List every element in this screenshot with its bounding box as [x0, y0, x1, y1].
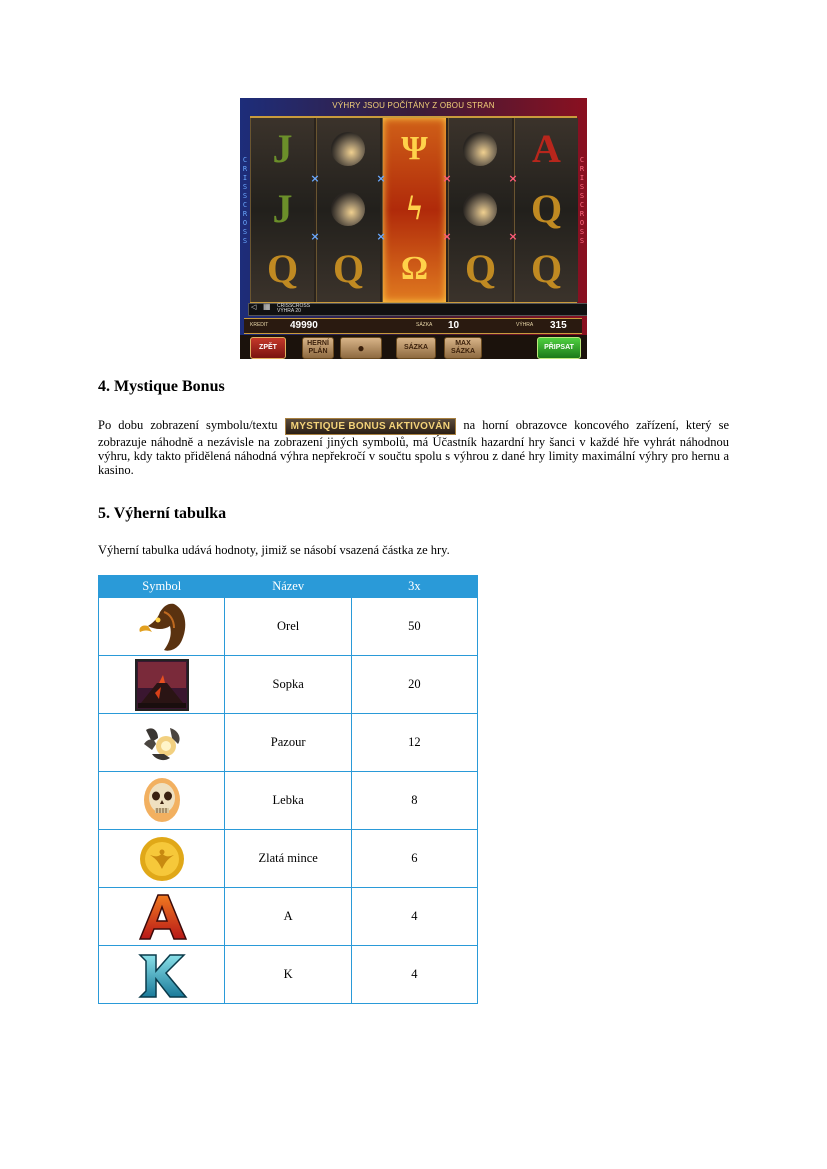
crisscross-marker-icon: ×	[310, 172, 320, 185]
reel-symbol: Q	[464, 246, 497, 291]
slot-button-row	[240, 335, 587, 359]
reel-4	[448, 118, 512, 302]
crisscross-side-right: C R I S S C R O S S	[579, 156, 585, 245]
section-5-heading: 5. Výherní tabulka	[98, 505, 227, 522]
claw-icon	[463, 192, 497, 226]
crisscross-marker-icon: ×	[310, 230, 320, 243]
reel-2	[316, 118, 380, 302]
table-row	[99, 772, 478, 830]
value-cell: 50	[351, 598, 477, 656]
crisscross-marker-icon: ×	[508, 230, 518, 243]
header-symbol: Symbol	[99, 576, 225, 598]
herni-plan-line2: PLÁN	[308, 348, 328, 355]
symbol-cell	[99, 598, 225, 656]
name-cell: K	[225, 946, 351, 1004]
info-line-1: CRISSCROSS	[277, 303, 311, 309]
reel-symbol: Ψ	[401, 130, 428, 167]
table-row	[99, 598, 478, 656]
reel-symbol: J	[272, 126, 293, 171]
value-cell: 6	[351, 830, 477, 888]
name-cell: Pazour	[225, 714, 351, 772]
reel-area	[250, 116, 577, 304]
win-info-bar	[248, 303, 587, 316]
section-4-text-after: na horní obrazovce koncového zařízení, který se zobrazuje náhodně a nezávisle na zobrazení jiných symbolů, má Účastník hazardní hry šanci v každé hře vyhrát náhodnou výhru, kdy takto přidělená náhodná výhra nepřekročí v součtu spolu s výhrou z dané hry limity maximální výhry pro hernu a kasino.	[98, 418, 730, 477]
pripsat-button[interactable]: PŘIPSAT	[537, 337, 581, 359]
reel-5	[514, 118, 578, 302]
claw-icon	[463, 132, 497, 166]
symbol-cell	[99, 946, 225, 1004]
sazka-button[interactable]: SÁZKA	[396, 337, 436, 359]
kredit-label: KREDIT	[250, 322, 269, 328]
info-line-2: VÝHRA 20	[277, 308, 301, 314]
symbol-cell	[99, 714, 225, 772]
zpet-button[interactable]: ZPĚT	[250, 337, 286, 359]
crisscross-marker-icon: ×	[442, 172, 452, 185]
symbol-cell	[99, 830, 225, 888]
max-sazka-line1: MAX	[455, 340, 471, 347]
player-button[interactable]	[340, 337, 382, 359]
kredit-value: 49990	[290, 320, 318, 331]
symbol-cell	[99, 656, 225, 714]
table-row	[99, 888, 478, 946]
section-5-intro: Výherní tabulka udává hodnoty, jimiž se násobí vsazená částka ze hry.	[98, 543, 450, 557]
herni-plan-line1: HERNÍ	[307, 340, 329, 347]
paytable	[98, 575, 478, 1004]
claw-icon	[331, 192, 365, 226]
value-cell: 20	[351, 656, 477, 714]
table-row	[99, 656, 478, 714]
claw-icon	[331, 132, 365, 166]
crisscross-marker-icon: ×	[442, 230, 452, 243]
reel-symbol: J	[272, 186, 293, 231]
symbol-cell	[99, 888, 225, 946]
vyhra-label: VÝHRA	[516, 322, 534, 328]
table-row	[99, 714, 478, 772]
symbol-cell	[99, 772, 225, 830]
reel-symbol: Q	[530, 186, 563, 231]
value-cell: 12	[351, 714, 477, 772]
claw-icon	[138, 720, 186, 766]
vyhra-value: 315	[550, 320, 567, 331]
max-sazka-line2: SÁZKA	[450, 348, 476, 355]
crisscross-marker-icon: ×	[376, 230, 386, 243]
name-cell: A	[225, 888, 351, 946]
slot-banner: VÝHRY JSOU POČÍTÁNY Z OBOU STRAN	[332, 101, 495, 110]
keyboard-icon: ▦	[263, 302, 271, 311]
header-multiplier: 3x	[351, 576, 477, 598]
table-row	[99, 830, 478, 888]
slot-game-screenshot	[240, 98, 587, 359]
crisscross-side-left: C R I S S C R O S S	[242, 156, 248, 245]
reel-1	[250, 118, 314, 302]
sazka-value: 10	[448, 320, 460, 331]
letter-k-icon	[136, 951, 188, 999]
reel-3	[382, 118, 446, 302]
max-sazka-button[interactable]	[444, 337, 482, 359]
eagle-icon	[134, 600, 190, 654]
value-cell: 4	[351, 946, 477, 1004]
section-4-heading: 4. Mystique Bonus	[98, 378, 225, 395]
reel-symbol: Q	[332, 246, 365, 291]
value-cell: 8	[351, 772, 477, 830]
reel-symbol: Q	[530, 246, 563, 291]
letter-a-icon	[136, 893, 188, 941]
gold-coin-icon	[138, 835, 186, 883]
reel-symbol: Q	[266, 246, 299, 291]
name-cell: Sopka	[225, 656, 351, 714]
section-4-text-before: Po dobu zobrazení symbolu/textu	[98, 418, 278, 432]
reel-symbol: A	[532, 126, 561, 171]
herni-plan-button[interactable]	[302, 337, 334, 359]
volcano-icon	[135, 659, 189, 711]
value-cell: 4	[351, 888, 477, 946]
stat-row	[244, 318, 582, 334]
crisscross-marker-icon: ×	[508, 172, 518, 185]
mystique-bonus-badge: MYSTIQUE BONUS AKTIVOVÁN	[285, 418, 457, 435]
speaker-icon[interactable]: ◁	[251, 304, 257, 311]
table-row	[99, 946, 478, 1004]
name-cell: Orel	[225, 598, 351, 656]
section-4-paragraph	[98, 418, 729, 477]
sazka-label: SÁZKA	[416, 322, 433, 328]
reel-symbol: Ω	[400, 250, 429, 287]
crisscross-marker-icon: ×	[376, 172, 386, 185]
player-icon: ●	[357, 341, 365, 355]
phoenix-icon: ϟ	[406, 190, 423, 227]
skull-icon	[140, 776, 184, 826]
name-cell: Lebka	[225, 772, 351, 830]
paytable-header-row	[99, 576, 478, 598]
header-name: Název	[225, 576, 351, 598]
name-cell: Zlatá mince	[225, 830, 351, 888]
